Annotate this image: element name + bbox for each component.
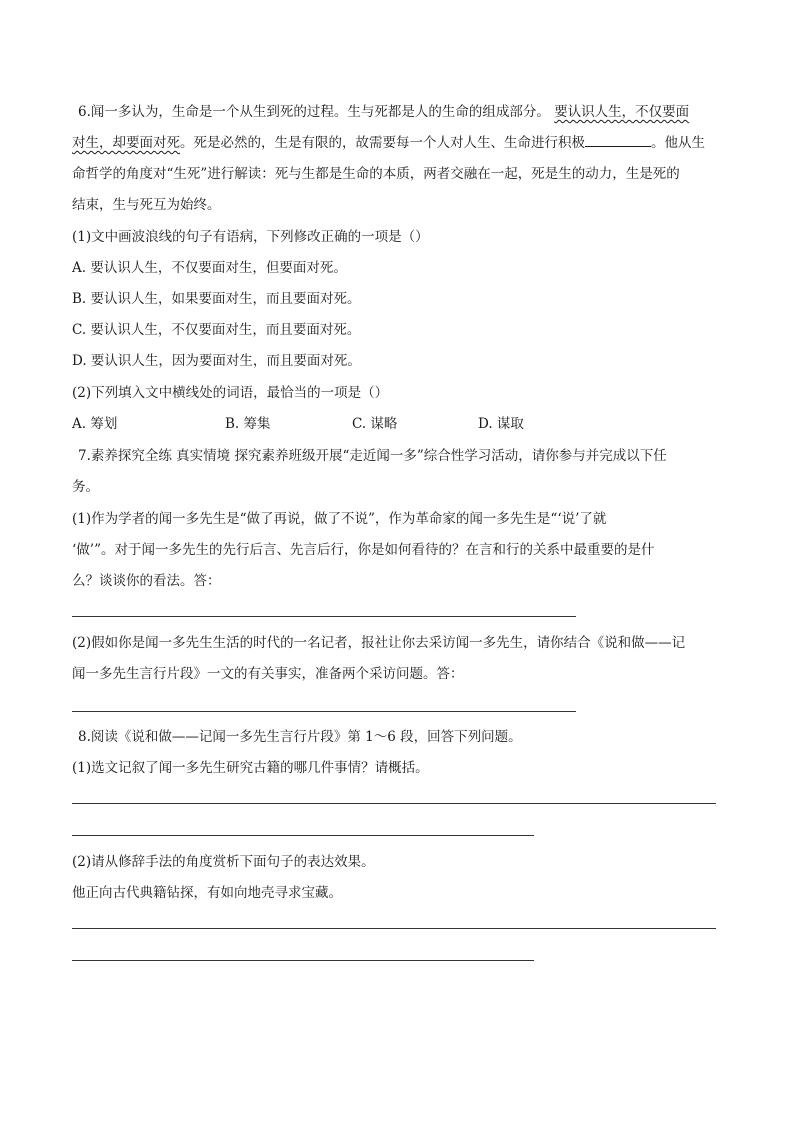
q6-fill-blank[interactable] <box>585 133 651 147</box>
q6-option-c[interactable]: C. 要认识人生，不仅要面对生，而且要面对死。 <box>72 322 361 338</box>
q6-option-b[interactable]: B. 要认识人生，如果要面对生，而且要面对死。 <box>72 291 361 307</box>
q7-sub2-line-2: 闻一多先生言行片段》一文的有关事实，准备两个采访问题。答： <box>72 666 464 682</box>
q8-sub1-answer-line-2[interactable] <box>72 835 534 836</box>
q8-sub-question-1: (1)选文记叙了闻一多先生研究古籍的哪几件事情？请概括。 <box>72 760 429 776</box>
q8-sub-question-2: (2)请从修辞手法的角度赏析下面句子的表达效果。 <box>72 854 375 870</box>
q6-word-option-b[interactable]: B. 筹集 <box>225 416 271 432</box>
q7-line-1: 7.素养探究全练 真实情境 探究素养班级开展“走近闻一多”综合性学习活动，请你参与并完成以下任 <box>78 448 667 464</box>
q7-line-2: 务。 <box>72 479 99 495</box>
q7-sub1-line-1: (1)作为学者的闻一多先生是“做了再说，做了不说”，作为革命家的闻一多先生是“‘说’了就 <box>72 511 607 527</box>
q6-sub-question-2: (2)下列填入文中横线处的词语，最恰当的一项是（） <box>72 385 389 401</box>
q8-quoted-sentence: 他正向古代典籍钻探，有如向地壳寻求宝藏。 <box>72 885 342 901</box>
q8-sub2-answer-line-2[interactable] <box>72 960 534 961</box>
q6-wavy-sentence-part2: 对生，却要面对死 <box>72 135 180 151</box>
q6-option-d[interactable]: D. 要认识人生，因为要面对生，而且要面对死。 <box>72 353 361 369</box>
q6-sub-question-1: (1)文中画波浪线的句子有语病，下列修改正确的一项是（） <box>72 229 429 245</box>
q8-line-1: 8.阅读《说和做——记闻一多先生言行片段》第 1～6 段，回答下列问题。 <box>78 729 522 745</box>
q7-sub1-answer-line[interactable] <box>72 616 576 617</box>
q7-sub1-line-3: 么？谈谈你的看法。答： <box>72 573 221 589</box>
q6-word-option-a[interactable]: A. 筹划 <box>72 416 118 432</box>
q6-wavy-sentence-part1: 要认识人生，不仅要面 <box>554 104 690 120</box>
q7-sub2-line-1: (2)假如你是闻一多先生生活的时代的一名记者，报社让你去采访闻一多先生，请你结合《说和做——记 <box>72 635 686 651</box>
q6-line-4: 结束，生与死互为始终。 <box>72 197 221 213</box>
q7-sub2-answer-line[interactable] <box>72 711 576 712</box>
q7-sub1-line-2: ‘做’”。对于闻一多先生的先行后言、先言后行，你是如何看待的？在言和行的关系中最重要的是什 <box>72 542 655 558</box>
q8-sub1-answer-line-1[interactable] <box>72 803 716 804</box>
q8-sub2-answer-line-1[interactable] <box>72 928 716 929</box>
q6-text: 。死是必然的，生是有限的，故需要每一个人对人生、生命进行积极 <box>180 135 585 151</box>
q6-line-2 <box>72 133 705 153</box>
q6-text: 6.闻一多认为，生命是一个从生到死的过程。生与死都是人的生命的组成部分。 <box>78 104 550 120</box>
q6-line-3: 命哲学的角度对“生死”进行解读：死与生都是生命的本质，两者交融在一起，死是生的动力，生是死的 <box>72 166 680 182</box>
q6-word-option-c[interactable]: C. 谋略 <box>352 416 398 432</box>
q6-option-a[interactable]: A. 要认识人生，不仅要面对生，但要面对死。 <box>72 260 347 276</box>
q6-text: 。他从生 <box>651 135 705 151</box>
q6-word-option-d[interactable]: D. 谋取 <box>478 416 524 432</box>
q6-line-1 <box>78 102 689 122</box>
